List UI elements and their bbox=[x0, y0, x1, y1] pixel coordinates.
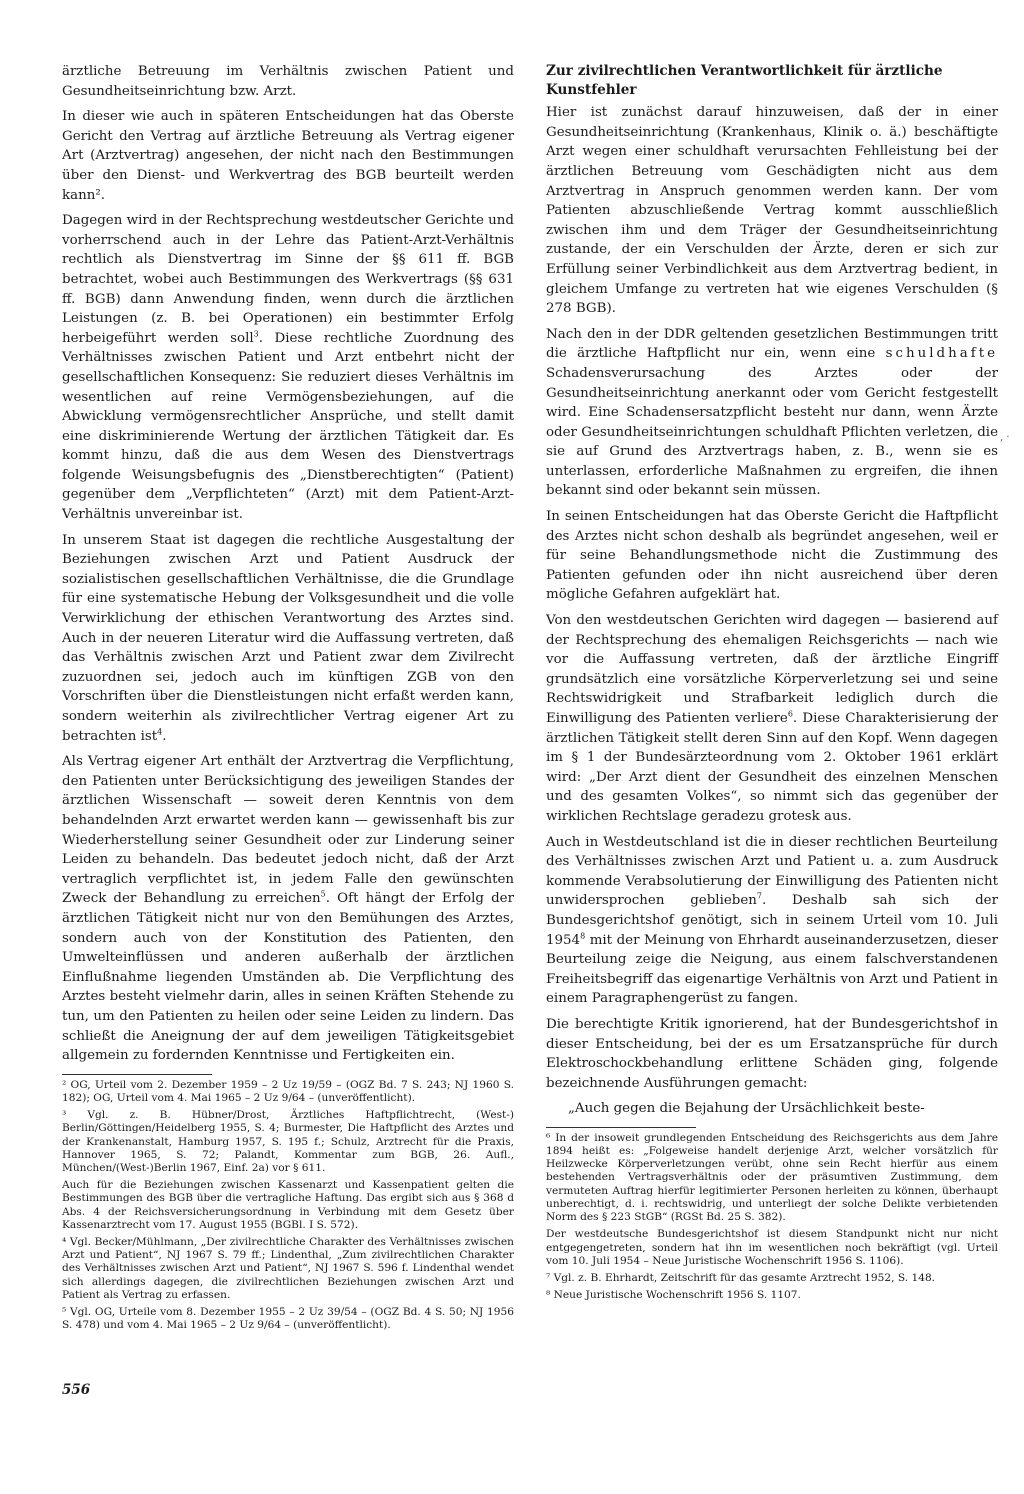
paragraph-text: Von den westdeutschen Gerichten wird dagegen — basierend auf der Rechtsprechung des ehemaligen Reichsgerichts — nach wie vor die Auffassung vertreten, daß der ärztliche Eingriff grundsätzlich eine vorsätzliche Körperverletzung sei und seine Rechtswidrigkeit und Strafbarkeit lediglich durch die Einwilligung des Patienten verliere bbox=[546, 613, 998, 726]
paragraph bbox=[62, 531, 514, 747]
paragraph-text: Nach den in der DDR geltenden gesetzlichen Bestimmungen tritt die ärztliche Haftpflicht nur ein, wenn eine bbox=[546, 326, 998, 362]
footnote-ref: 8 bbox=[580, 931, 586, 941]
section-heading: Zur zivilrechtlichen Verantwortlichkeit für ärztliche Kunstfehler bbox=[546, 63, 943, 98]
footnote-divider bbox=[62, 1074, 212, 1075]
paragraph: In dieser wie auch in späteren Entscheidungen hat das Oberste Gericht den Vertrag auf ärztliche Betreuung als Vertrag eigener Art (Arztvertrag) angesehen, der nicht nach den Bestimmungen über den Dienst- und Werkvertrag des BGB beurteilt werden kann². bbox=[62, 109, 514, 203]
footnote: ² OG, Urteil vom 2. Dezember 1959 – 2 Uz 19/59 – (OGZ Bd. 7 S. 243; NJ 1960 S. 182); OG, Urteil vom 4. Mai 1965 – 2 Uz 9/64 – (unveröffentlicht). bbox=[62, 1078, 514, 1104]
footnote: ⁸ Neue Juristische Wochenschrift 1956 S. 1107. bbox=[546, 1289, 801, 1302]
paragraph: Die berechtigte Kritik ignorierend, hat der Bundesgerichtshof in dieser Entscheidung, bei der es um Ersatzansprüche für durch Elektroschockbehandlung erlittene Schäden ging, folgende bezeichnende Ausführungen gemacht: bbox=[546, 1016, 998, 1091]
paragraph-text: Auch in Westdeutschland ist die in dieser rechtlichen Beurteilung des Verhältnisses zwischen Arzt und Patient u. a. zum Ausdruck kommende Verabsolutierung der Einwilligung des Patienten nicht unwidersprochen geblieben bbox=[546, 834, 998, 909]
paragraph-text: . Deshalb sah sich der Bundesgerichtshof genötigt, sich in seinem Urteil vom 10. Juli 1954 bbox=[546, 893, 998, 948]
footnote-ref: 5 bbox=[320, 889, 326, 899]
paragraph bbox=[62, 211, 514, 525]
footnote-ref: 6 bbox=[787, 709, 793, 719]
paragraph: Hier ist zunächst darauf hinzuweisen, daß der in einer Gesundheitseinrichtung (Krankenhaus, Klinik o. ä.) beschäftigte Arzt wegen einer schuldhaft verursachten Fehlleistung bei der ärztlichen Betreuung vom Geschädigten nicht aus dem Arztvertrag in Anspruch genommen werden kann. Der vom Patienten abzuschließende Vertrag kommt ausschließlich zwischen ihm und dem Träger der Gesundheitseinrichtung zustande, der ein Verschulden der Ärzte, deren er sich zur Erfüllung seiner Verbindlichkeit aus dem Arztvertrag bedient, in gleichem Umfange zu vertreten hat wie eigenes Verschulden (§ 278 BGB). bbox=[546, 105, 998, 317]
emphasis-spaced: schuldhafte bbox=[885, 346, 998, 362]
page-number: 556 bbox=[62, 1382, 91, 1398]
paragraph bbox=[546, 325, 998, 501]
paragraph bbox=[546, 833, 998, 1009]
footnote: ⁷ Vgl. z. B. Ehrhardt, Zeitschrift für das gesamte Arztrecht 1952, S. 148. bbox=[546, 1271, 936, 1284]
footnote-divider bbox=[546, 1127, 696, 1128]
paragraph-text: . Diese Charakterisierung der ärztlichen Tätigkeit stellt deren Sinn auf den Kopf. Wenn dagegen im § 1 der Bundesärzteordnung vom 2. Oktober 1961 erklärt wird: „Der Arzt dient der Gesundheit des einzelnen Menschen und des gesamten Volkes“, so nimmt sich das gegenüber der wirklichen Rechtslage geradezu grotesk aus. bbox=[546, 711, 998, 824]
right-column bbox=[546, 62, 998, 1306]
paragraph-text: In unserem Staat ist dagegen die rechtliche Ausgestaltung der Beziehungen zwischen Arzt und Patient Ausdruck der sozialistischen gesellschaftlichen Verhältnisse, die die Grundlage für eine systematische Hebung der Volksgesundheit und die volle Verwirklichung der ethischen Verantwortung des Arztes sind. Auch in der neueren Literatur wird die Auffassung vertreten, daß das Verhältnis zwischen Arzt und Patient zwar dem Zivilrecht zuzuordnen sei, jedoch auch im künftigen ZGB von den Vorschriften über die Dienstleistungen nicht erfaßt werden kann, sondern weiterhin als zivilrechtlicher Vertrag eigener Art zu betrachten ist bbox=[62, 532, 514, 744]
left-column bbox=[62, 62, 514, 1336]
footnote: ⁶ In der insoweit grundlegenden Entscheidung des Reichsgerichts aus dem Jahre 1894 heißt es: „Folgeweise handelt derjenige Arzt, welcher vorsätzlich für Heilzwecke Körperverletzungen verübt, ohne sein Recht hierfür aus einem bestehenden Vertragsverhältnis oder der präsumtiven Zustimmung, dem vermuteten Auftrag hierfür legitimierter Personen herleiten zu können, überhaupt unberechtigt, d. i. rechtswidrig, und unterliegt der solche Delikte verbietenden Norm des § 223 StGB“ (RGSt Bd. 25 S. 382). bbox=[546, 1131, 998, 1224]
footnote-ref: 7 bbox=[756, 891, 763, 901]
footnote: ⁵ Vgl. OG, Urteile vom 8. Dezember 1955 – 2 Uz 39/54 – (OGZ Bd. 4 S. 50; NJ 1956 S. 478) und vom 4. Mai 1965 – 2 Uz 9/64 – (unveröffentlicht). bbox=[62, 1305, 514, 1332]
block-quote: „Auch gegen die Bejahung der Ursächlichkeit beste- bbox=[568, 1101, 925, 1117]
paragraph-text: . Oft hängt der Erfolg der ärztlichen Tätigkeit nicht nur von den Bemühungen des Arztes, sondern auch von der Konstitution des Patienten, den Umwelteinflüssen und anderen außerhalb der ärztlichen Einflußnahme liegenden Umständen ab. Die Verpflichtung des Arztes besteht vielmehr darin, alles in seinen Kräften Stehende zu tun, um den Patienten zu heilen oder seine Leiden zu lindern. Das schließt die Aneignung der auf dem jeweiligen Tätigkeitsgebiet allgemein zu fordernden Kenntnisse und Fertigkeiten ein. bbox=[62, 891, 514, 1064]
paragraph: In seinen Entscheidungen hat das Oberste Gericht die Haftpflicht des Arztes nicht schon deshalb als begründet angesehen, weil er für seine Behandlungsmethode nicht die Zustimmung des Patienten gefunden oder ihn nicht ausreichend über deren mögliche Gefahren aufgeklärt hat. bbox=[546, 509, 998, 603]
footnote: Der westdeutsche Bundesgerichtshof ist diesem Standpunkt nicht nur nicht entgegengetreten, sondern hat ihn im wesentlichen noch bekräftigt (vgl. Urteil vom 10. Juli 1954 – Neue Juristische Wochenschrift 1956 S. 1106). bbox=[546, 1228, 998, 1267]
paragraph: ärztliche Betreuung im Verhältnis zwischen Patient und Gesundheitseinrichtung bzw. Arzt. bbox=[62, 64, 514, 99]
footnote: Auch für die Beziehungen zwischen Kassenarzt und Kassenpatient gelten die Bestimmungen des BGB über die vertragliche Haftung. Das ergibt sich aus § 368 d Abs. 4 der Reichsversicherungsordnung in Verbindung mit dem Gesetz über Kassenarztrecht vom 17. August 1955 (BGBl. I S. 572). bbox=[62, 1179, 514, 1231]
footnote-ref: 4 bbox=[157, 727, 163, 737]
paragraph-text: Schadensverursachung des Arztes oder der Gesundheitseinrichtung anerkannt oder vom Gericht festgestellt wird. Eine Schadensersatzpflicht besteht nur dann, wenn Ärzte oder Gesundheitseinrichtungen schuldhaft Pflichten verletzen, die sie auf Grund des Arztvertrags haben, z. B., wenn sie es unterlassen, erforderliche Maßnahmen zu ergreifen, die ihnen bekannt sind oder bekannt sein müssen. bbox=[546, 365, 998, 499]
paragraph bbox=[62, 752, 514, 1066]
paragraph-text: . Diese rechtliche Zuordnung des Verhältnisses zwischen Patient und Arzt entbehrt nicht der gesellschaftlichen Konsequenz: Sie reduziert dieses Verhältnis im wesentlichen auf reine Vermögensbeziehungen, auf die Abwicklung vermögensrechtlicher Ansprüche, und stellt damit eine diskriminierende Wertung der ärztlichen Tätigkeit dar. Es kommt hinzu, daß die aus dem Wesen des Dienstvertrags folgende Weisungsbefugnis des „Dienstberechtigten“ (Patient) gegenüber dem „Verpflichteten“ (Arzt) mit dem Patient-Arzt-Verhältnis unvereinbar ist. bbox=[62, 330, 514, 523]
paragraph-text: Als Vertrag eigener Art enthält der Arztvertrag die Verpflichtung, den Patienten unter Berücksichtigung des jeweiligen Standes der ärztlichen Wissenschaft — soweit deren Kenntnis von dem behandelnden Arzt erwartet werden kann — gewissenhaft bis zur Wiederherstellung seiner Gesundheit oder zur Linderung seiner Leiden zu behandeln. Das bedeutet jedoch nicht, daß der Arzt vertraglich verpflichtet ist, in jedem Falle den gewünschten Zweck der Behandlung zu erreichen bbox=[62, 754, 514, 907]
paragraph bbox=[546, 611, 998, 827]
footnote: ⁴ Vgl. Becker/Mühlmann, „Der zivilrechtliche Charakter des Verhältnisses zwischen Arzt und Patient“, NJ 1967 S. 79 ff.; Lindenthal, „Zum zivilrechtlichen Charakter des Verhältnisses zwischen Arzt und Patient“, NJ 1967 S. 596 f. Lindenthal wendet sich allerdings dagegen, die zivilrechtlichen Beziehungen zwischen Arzt und Patient als Vertrag zu erfassen. bbox=[62, 1235, 514, 1301]
paragraph-text: mit der Meinung von Ehrhardt auseinanderzusetzen, dieser Beurteilung zeige die Neigung, aus einem falschverstandenen Freiheitsbegriff das eigenartige Verhältnis von Arzt und Patient in einem Paragraphengerüst zu fangen. bbox=[546, 932, 998, 1007]
footnote-ref: 3 bbox=[253, 329, 259, 339]
print-mark: ‚ · bbox=[1000, 432, 1010, 443]
footnote: ³ Vgl. z. B. Hübner/Drost, Ärztliches Haftpflichtrecht, (West-) Berlin/Göttingen/Heidelberg 1955, S. 4; Burmester, Die Haftpflicht des Arztes und der Krankenanstalt, Hamburg 1957, S. 195 f.; Schulz, Arztrecht für die Praxis, Hannover 1965, S. 72; Palandt, Kommentar zum BGB, 26. Aufl., München/(West-)Berlin 1967, Einf. 2a) vor § 611. bbox=[62, 1109, 514, 1174]
paragraph-text: Dagegen wird in der Rechtsprechung westdeutscher Gerichte und vorherrschend auch in der Lehre das Patient-Arzt-Verhältnis rechtlich als Dienstvertrag im Sinne der §§ 611 ff. BGB betrachtet, wobei auch Bestimmungen des Werkvertrags (§§ 631 ff. BGB) dann Anwendung finden, wenn durch die ärztlichen Leistungen (z. B. bei Operationen) ein bestimmter Erfolg herbeigeführt werden soll bbox=[62, 213, 514, 346]
paragraph-text: . bbox=[162, 728, 167, 744]
